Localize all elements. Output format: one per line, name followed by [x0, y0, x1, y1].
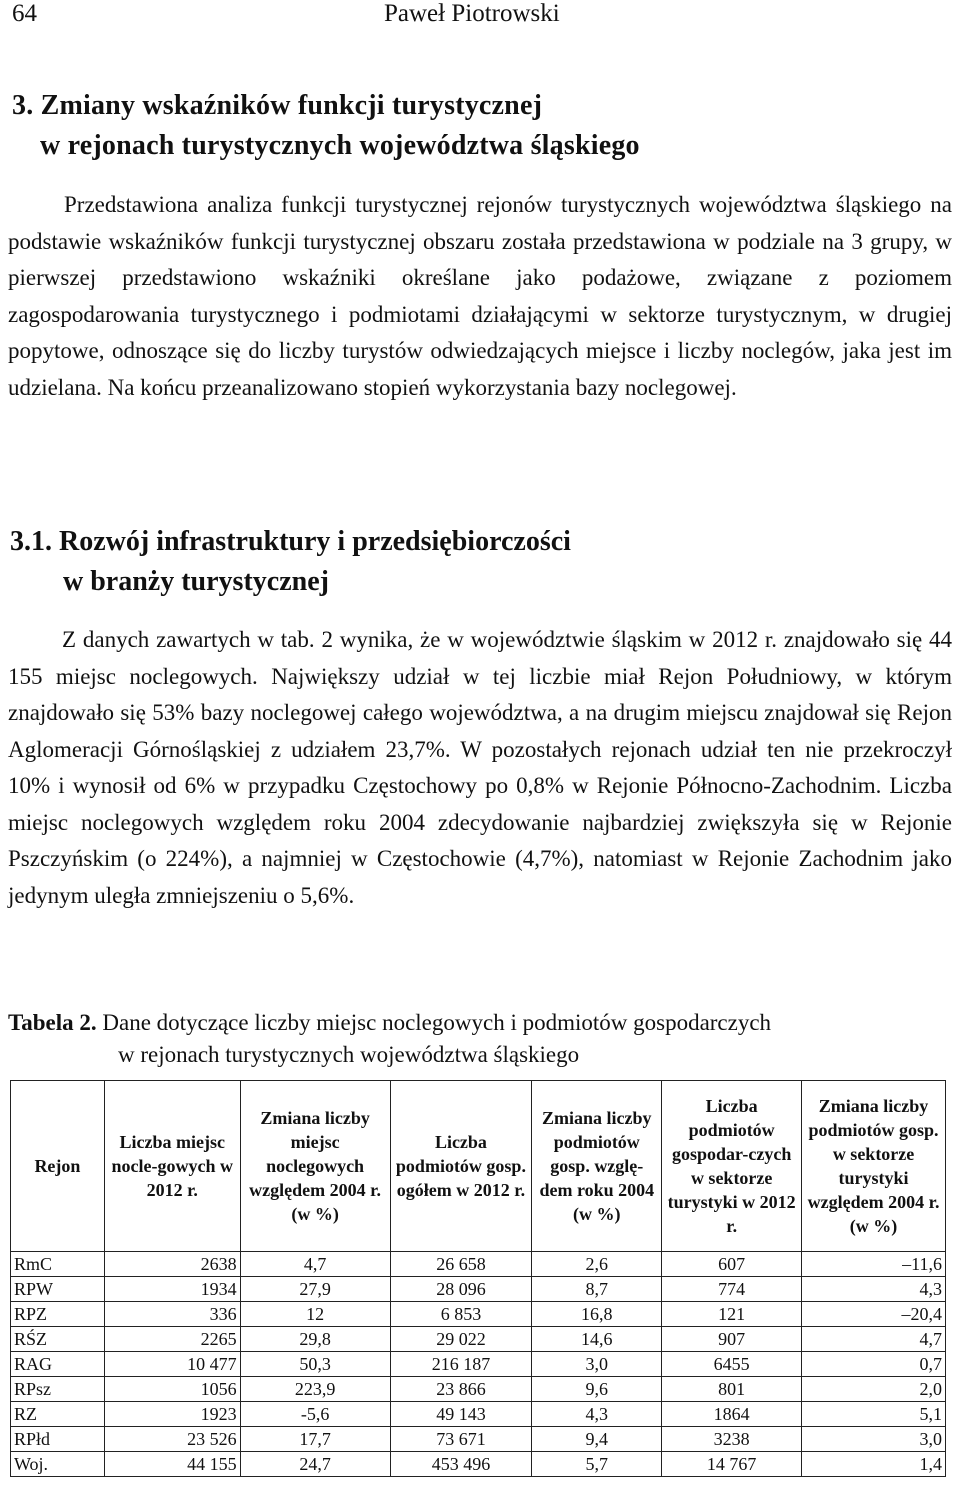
section-paragraph: Przedstawiona analiza funkcji turystycznej rejonów turystycznych województwa śląskiego na podstawie wskaźników funkcji turystycznej obszaru została przedstawiona w podziale na 3 grupy, w pierwszej przedstawiono wskaźniki określane jako podażowe, związane z poziomem zagospodarowania turystycznego i podmiotami działającymi w sektorze turystycznym, w drugiej popytowe, odnoszące się do liczby turystów odwiedzających miejsce i liczby noclegów, jaka jest im udzielana. Na końcu przeanalizowano stopień wykorzystania bazy noclegowej. [8, 192, 952, 400]
table-cell: 5,1 [802, 1402, 946, 1427]
table-cell: 28 096 [390, 1277, 532, 1302]
table-row [11, 1402, 946, 1427]
table-cell: 6455 [662, 1352, 802, 1377]
table-cell: 1056 [104, 1377, 240, 1402]
table-cell: 24,7 [240, 1452, 390, 1477]
table-caption-label: Tabela 2. [8, 1010, 97, 1035]
table-caption-line1: Dane dotyczące liczby miejsc noclegowych i podmiotów gospodarczych [102, 1010, 772, 1035]
table-cell: RPZ [11, 1302, 105, 1327]
table-cell: 49 143 [390, 1402, 532, 1427]
table-cell: 6 853 [390, 1302, 532, 1327]
table-cell: 16,8 [532, 1302, 662, 1327]
table-cell: 0,7 [802, 1352, 946, 1377]
column-header-podmioty-turystyka: Liczba podmiotów gospodar-czych w sektorze turystyki w 2012 r. [662, 1081, 802, 1252]
table-cell: 2,6 [532, 1252, 662, 1277]
table-cell: 4,7 [802, 1327, 946, 1352]
table-cell: 453 496 [390, 1452, 532, 1477]
table-row [11, 1252, 946, 1277]
page-number: 64 [12, 0, 37, 27]
table-cell: Woj. [11, 1452, 105, 1477]
table-row [11, 1427, 946, 1452]
subsection-paragraph: Z danych zawartych w tab. 2 wynika, że w województwie śląskim w 2012 r. znajdowało się 44 155 miejsc noclegowych. Największy udział w tej liczbie miał Rejon Południowy, w którym znajdowało się 53% bazy noclegowej całego województwa, a na drugim miejscu znajdował się Rejon Aglomeracji Górnośląskiej z udziałem 23,7%. W pozostałych rejonach udział ten nie przekroczył 10% i wynosił od 6% w przypadku Częstochowy po 0,8% w Rejonie Północno-Zachodnim. Liczba miejsc noclegowych względem roku 2004 zdecydowanie najbardziej zwiększyła się w Rejonie Pszczyńskim (o 224%), a najmniej w Częstochowie (4,7%), natomiast w Rejonie Zachodnim jako jedynym uległa zmniejszeniu o 5,6%. [8, 627, 952, 908]
table-cell: 2638 [104, 1252, 240, 1277]
column-header-rejon: Rejon [11, 1081, 105, 1252]
table-cell: 23 526 [104, 1427, 240, 1452]
table-cell: 2,0 [802, 1377, 946, 1402]
table-header-row [11, 1081, 946, 1252]
table-cell: 223,9 [240, 1377, 390, 1402]
section-title [12, 86, 640, 166]
running-header-author: Paweł Piotrowski [384, 0, 560, 27]
table-cell: 3,0 [532, 1352, 662, 1377]
table-cell: 23 866 [390, 1377, 532, 1402]
table-cell: 14,6 [532, 1327, 662, 1352]
section-title-line1: 3. Zmiany wskaźników funkcji turystycznej [12, 90, 543, 121]
table-cell: 9,4 [532, 1427, 662, 1452]
table-cell: 336 [104, 1302, 240, 1327]
table-cell: 1864 [662, 1402, 802, 1427]
table-cell: –20,4 [802, 1302, 946, 1327]
table-cell: RAG [11, 1352, 105, 1377]
table-cell: 8,7 [532, 1277, 662, 1302]
column-header-zmiana-turystyka: Zmiana liczby podmiotów gosp. w sektorze turystyki względem 2004 r. (w %) [802, 1081, 946, 1252]
table-cell: 1923 [104, 1402, 240, 1427]
table-cell: RPW [11, 1277, 105, 1302]
data-table [10, 1080, 946, 1477]
table-cell: 10 477 [104, 1352, 240, 1377]
table-cell: 4,7 [240, 1252, 390, 1277]
subsection-title [10, 522, 571, 602]
column-header-zmiana-podmiotow: Zmiana liczby podmiotów gosp. wzglę-dem roku 2004 (w %) [532, 1081, 662, 1252]
table-cell: 3,0 [802, 1427, 946, 1452]
table-cell: 9,6 [532, 1377, 662, 1402]
table-cell: 17,7 [240, 1427, 390, 1452]
table-caption-line2: w rejonach turystycznych województwa śląskiego [118, 1042, 580, 1067]
table-cell: 607 [662, 1252, 802, 1277]
table-row [11, 1377, 946, 1402]
table-cell: 2265 [104, 1327, 240, 1352]
table-row [11, 1327, 946, 1352]
subsection-title-line2: w branży turystycznej [63, 566, 329, 597]
column-header-podmioty-2012: Liczba podmiotów gosp. ogółem w 2012 r. [390, 1081, 532, 1252]
table-cell: 3238 [662, 1427, 802, 1452]
table-row-total [11, 1452, 946, 1477]
table-cell: 12 [240, 1302, 390, 1327]
subsection-title-line1: 3.1. Rozwój infrastruktury i przedsiębiorczości [10, 526, 571, 557]
section-title-line2: w rejonach turystycznych województwa śląskiego [40, 130, 640, 161]
table-cell: 4,3 [532, 1402, 662, 1427]
table-cell: RŚZ [11, 1327, 105, 1352]
table-cell: 774 [662, 1277, 802, 1302]
table-cell: 907 [662, 1327, 802, 1352]
table-row [11, 1302, 946, 1327]
table-cell: 29 022 [390, 1327, 532, 1352]
table-cell: 1934 [104, 1277, 240, 1302]
table-cell: RPsz [11, 1377, 105, 1402]
table-caption [8, 1007, 771, 1071]
table-cell: 5,7 [532, 1452, 662, 1477]
column-header-miejsca-2012: Liczba miejsc nocle-gowych w 2012 r. [104, 1081, 240, 1252]
table-cell: RmC [11, 1252, 105, 1277]
table-cell: 27,9 [240, 1277, 390, 1302]
table-row [11, 1352, 946, 1377]
table-cell: 73 671 [390, 1427, 532, 1452]
table-cell: RPłd [11, 1427, 105, 1452]
table-cell: 50,3 [240, 1352, 390, 1377]
table-cell: RZ [11, 1402, 105, 1427]
table-cell: 26 658 [390, 1252, 532, 1277]
table-cell: -5,6 [240, 1402, 390, 1427]
table-cell: 801 [662, 1377, 802, 1402]
table-cell: –11,6 [802, 1252, 946, 1277]
table-cell: 44 155 [104, 1452, 240, 1477]
table-cell: 121 [662, 1302, 802, 1327]
column-header-zmiana-miejsc: Zmiana liczby miejsc noclegowych względem 2004 r. (w %) [240, 1081, 390, 1252]
table-cell: 14 767 [662, 1452, 802, 1477]
table-cell: 29,8 [240, 1327, 390, 1352]
table-row [11, 1277, 946, 1302]
table-cell: 4,3 [802, 1277, 946, 1302]
table-cell: 1,4 [802, 1452, 946, 1477]
table-cell: 216 187 [390, 1352, 532, 1377]
